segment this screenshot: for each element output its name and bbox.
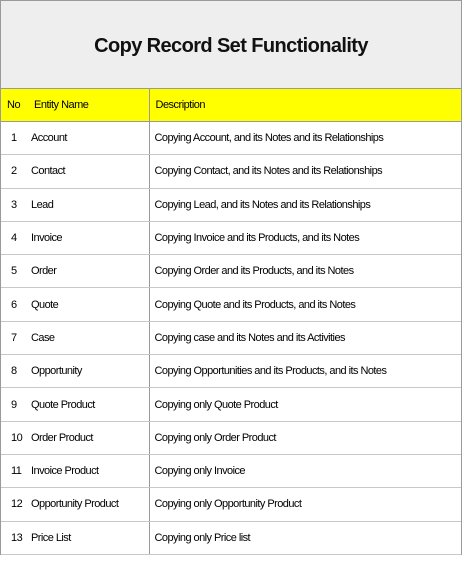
- table-row: [1, 488, 461, 521]
- header-entity-name: Entity Name: [28, 89, 149, 122]
- description-cell: Copying Order and its Products, and its Notes: [149, 255, 461, 288]
- row-number: 10: [1, 421, 28, 454]
- table-row: [1, 188, 461, 221]
- row-number: 7: [1, 321, 28, 354]
- description-cell: Copying only Opportunity Product: [149, 488, 461, 521]
- row-number: 11: [1, 454, 28, 487]
- title-block: [1, 0, 461, 88]
- entity-name-cell: Quote: [28, 288, 149, 321]
- entity-name-cell: Order Product: [28, 421, 149, 454]
- table-row: [1, 388, 461, 421]
- row-number: 5: [1, 255, 28, 288]
- table-row: [1, 321, 461, 354]
- row-number: 6: [1, 288, 28, 321]
- row-number: 3: [1, 188, 28, 221]
- description-cell: Copying only Quote Product: [149, 388, 461, 421]
- row-number: 2: [1, 155, 28, 188]
- table-body: [1, 122, 461, 555]
- description-cell: Copying Invoice and its Products, and its Notes: [149, 221, 461, 254]
- entity-name-cell: Lead: [28, 188, 149, 221]
- table-row: [1, 421, 461, 454]
- entity-name-cell: Contact: [28, 155, 149, 188]
- description-cell: Copying only Invoice: [149, 454, 461, 487]
- page-title: Copy Record Set Functionality: [94, 35, 368, 57]
- entity-name-cell: Case: [28, 321, 149, 354]
- entity-name-cell: Quote Product: [28, 388, 149, 421]
- row-number: 1: [1, 122, 28, 155]
- table-row: [1, 454, 461, 487]
- description-cell: Copying Quote and its Products, and its Notes: [149, 288, 461, 321]
- entity-name-cell: Invoice: [28, 221, 149, 254]
- entity-name-cell: Opportunity Product: [28, 488, 149, 521]
- entity-name-cell: Order: [28, 255, 149, 288]
- description-cell: Copying only Price list: [149, 521, 461, 554]
- row-number: 8: [1, 355, 28, 388]
- entity-name-cell: Opportunity: [28, 355, 149, 388]
- table-row: [1, 521, 461, 554]
- description-cell: Copying only Order Product: [149, 421, 461, 454]
- table-row: [1, 255, 461, 288]
- row-number: 13: [1, 521, 28, 554]
- description-cell: Copying Account, and its Notes and its Relationships: [149, 122, 461, 155]
- table-row: [1, 288, 461, 321]
- table-row: [1, 221, 461, 254]
- entity-table: [1, 88, 461, 555]
- header-description: Description: [149, 89, 461, 122]
- description-cell: Copying case and its Notes and its Activities: [149, 321, 461, 354]
- table-header-row: [1, 89, 461, 122]
- table-row: [1, 155, 461, 188]
- description-cell: Copying Lead, and its Notes and its Relationships: [149, 188, 461, 221]
- description-cell: Copying Opportunities and its Products, and its Notes: [149, 355, 461, 388]
- header-no: No: [1, 89, 28, 122]
- row-number: 12: [1, 488, 28, 521]
- row-number: 9: [1, 388, 28, 421]
- table-row: [1, 122, 461, 155]
- entity-name-cell: Account: [28, 122, 149, 155]
- row-number: 4: [1, 221, 28, 254]
- entity-name-cell: Price List: [28, 521, 149, 554]
- table-row: [1, 355, 461, 388]
- description-cell: Copying Contact, and its Notes and its Relationships: [149, 155, 461, 188]
- entity-name-cell: Invoice Product: [28, 454, 149, 487]
